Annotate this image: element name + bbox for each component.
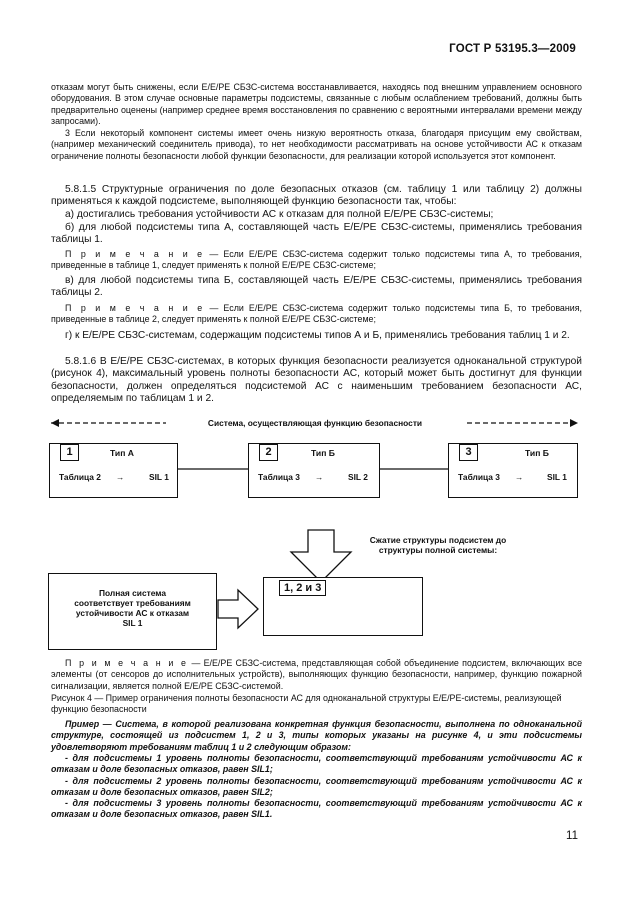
paragraph: отказам могут быть снижены, если Е/Е/РЕ СБЗС-система восстанавливается, находясь под внешним управлением основного оборудования. В этом случае основные параметры подсистемы, связанные с любым ослаблением требований, должны быть предварительно оценены (например среднее время восстановления по сравнению с вероятными интервалами времени между запросами). (51, 82, 582, 126)
arrow-right-icon (570, 419, 578, 427)
list-item: б) для любой подсистемы типа А, составляющей часть Е/Е/РЕ СБЗС-системы, применялись требования таблицы 1. (51, 222, 582, 246)
down-arrow-icon (291, 530, 351, 582)
arrow-icon: → (515, 472, 524, 482)
right-arrow-icon (218, 590, 258, 628)
subsystem-type: Тип Б (311, 448, 335, 458)
subsystem-2-box (248, 443, 380, 498)
subsystem-3-box (448, 443, 578, 498)
arrow-icon: → (315, 472, 324, 482)
note-text: — Если Е/Е/РЕ СБЗС-система содержит только подсистемы типа А, то требования, приведенные в таблице 1, следует применять к полной Е/Е/РЕ СБЗС-системе; (51, 249, 582, 271)
figure-caption: Рисунок 4 — Пример ограничения полноты безопасности АС для одноканальной структуры Е/Е/РЕ-системы, реализующей функцию безопасности (51, 693, 562, 715)
combined-label: 1, 2 и 3 (279, 580, 326, 596)
subsystem-number: 3 (459, 444, 478, 461)
note (51, 658, 582, 692)
subsystem-type: Тип Б (525, 448, 549, 458)
list-item: а) достигались требования устойчивости АС к отказам для полной Е/Е/РЕ СБЗС-системы; (65, 209, 494, 220)
full-system-box (48, 573, 217, 650)
example-item: - для подсистемы 3 уровень полноты безопасности, соответствующий требованиям устойчивости АС к отказам и доле безопасных отказов, равен SIL1. (51, 798, 582, 820)
full-system-label: Полная система соответствует требованиям устойчивости АС к отказам SIL 1 (74, 588, 191, 628)
table-ref: Таблица 3 (258, 472, 300, 482)
table-ref: Таблица 2 (59, 472, 101, 482)
combined-system-box (263, 577, 423, 636)
sil-value: SIL 1 (547, 472, 567, 482)
list-item: г) к Е/Е/РЕ СБЗС-системам, содержащим подсистемы типов А и Б, применялись требования таблиц 1 и 2. (65, 330, 570, 341)
note-label: П р и м е ч а н и е (65, 303, 205, 313)
page-header: ГОСТ Р 53195.3—2009 (449, 43, 576, 55)
note-text: — Е/Е/РЕ СБЗС-система, представляющая собой объединение подсистем, включающих все элементы (от сенсоров до исполнительных устройств), выполняющих функцию безопасности, например, функцию пожарной сигнализации, является полной Е/Е/РЕ СБЗС-системой. (51, 658, 583, 691)
subsystem-1-box (49, 443, 178, 498)
example-item: - для подсистемы 1 уровень полноты безопасности, соответствующий требованиям устойчивости АС к отказам и доле безопасных отказов, равен SIL1; (51, 753, 582, 775)
note-label: П р и м е ч а н и е (65, 658, 189, 668)
paragraph: 5.8.1.5 Структурные ограничения по доле безопасных отказов (см. таблицу 1 или таблицу 2) должны применяться к каждой подсистеме, выполняющей функцию безопасности так, чтобы: (51, 184, 582, 208)
note-label: П р и м е ч а н и е (65, 249, 205, 259)
sil-value: SIL 2 (348, 472, 368, 482)
system-label: Система, осуществляющая функцию безопасности (207, 418, 423, 428)
subsystem-number: 1 (60, 444, 79, 461)
shift-label: Сжатие структуры подсистем до структуры полной системы: (369, 535, 507, 555)
table-ref: Таблица 3 (458, 472, 500, 482)
subsystem-type: Тип А (110, 448, 134, 458)
page-number: 11 (566, 830, 578, 842)
subsystem-number: 2 (259, 444, 278, 461)
example-item: - для подсистемы 2 уровень полноты безопасности, соответствующий требованиям устойчивости АС к отказам и доле безопасных отказов, равен SIL2; (51, 776, 582, 798)
arrow-left-icon (51, 419, 59, 427)
paragraph: 3 Если некоторый компонент системы имеет очень низкую вероятность отказа, благодаря присущим ему свойствам, (например механический соединитель привода), то нет необходимости рассматривать на основе устойчивости АС к отказам ограничение полноты безопасности любой функции безопасности, для реализации которой используется этот компонент. (51, 128, 582, 161)
arrow-icon: → (116, 472, 125, 482)
paragraph: 5.8.1.6 В Е/Е/РЕ СБЗС-системах, в которых функция безопасности реализуется одноканальной структурой (рисунок 4), максимальный уровень полноты безопасности АС, который может быть достигнут для функции безопасности, должен определяться подсистемой АС с наименьшим требованием безопасности АС, определяемым по таблицам 1 и 2. (51, 356, 582, 405)
example-paragraph: Пример — Система, в которой реализована конкретная функция безопасности, выполнена по одноканальной структуре, состоящей из подсистем 1, 2 и 3, типы которых указаны на рисунке 4, и эти подсистемы удовлетворяют требованиям таблиц 1 и 2 следующим образом: (51, 719, 582, 752)
note-text: — Если Е/Е/РЕ СБЗС-система содержит только подсистемы типа Б, то требования, приведенные в таблице 2, следует применять к полной Е/Е/РЕ СБЗС-системе; (51, 303, 582, 325)
list-item: в) для любой подсистемы типа Б, составляющей часть Е/Е/РЕ СБЗС-системы, применялись требования таблицы 2. (51, 275, 582, 299)
sil-value: SIL 1 (149, 472, 169, 482)
